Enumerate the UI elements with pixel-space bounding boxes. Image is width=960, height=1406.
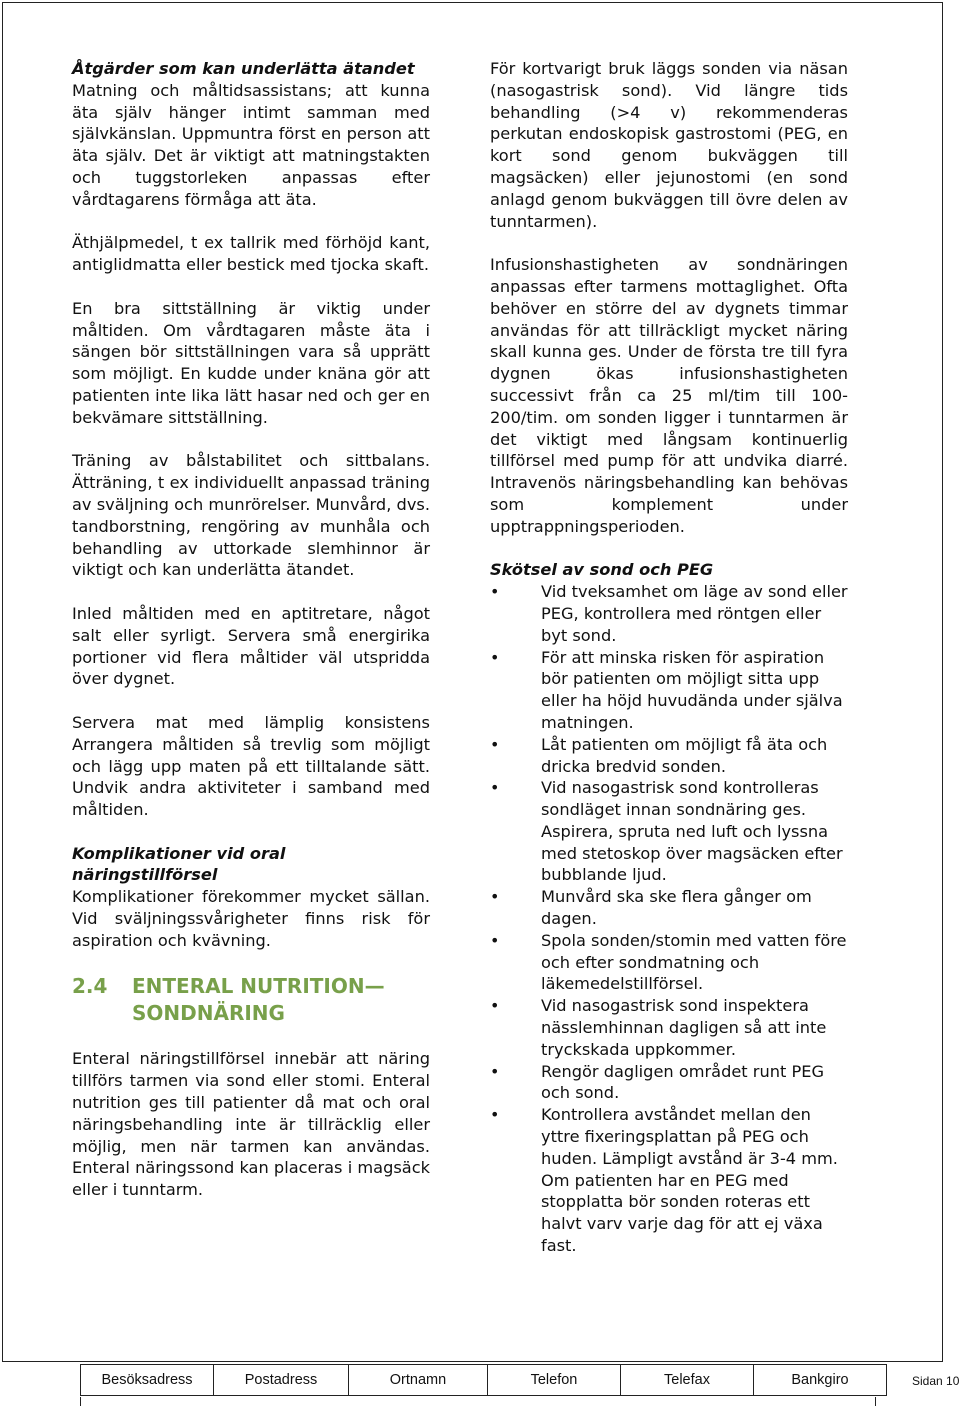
paragraph-maltid: Inled måltiden med en aptitretare, något salt eller syrligt. Servera små energirika portioner vid flera måltider väl utspridda över dygnet. xyxy=(72,603,430,689)
paragraph-traning: Träning av bålstabilitet och sittbalans. Ätträning, t ex individuellt anpassad träning av sväljning och munrörelser. Munvård, dvs. tandborstning, rengöring av munhåla och behandling av uttorkade slemhinnor är viktigt och kan underlätta ätandet. xyxy=(72,451,430,580)
heading-skotsel: Skötsel av sond och PEG xyxy=(490,560,714,580)
footer-cell-postadress: Postadress xyxy=(214,1365,349,1396)
section-title: ENTERAL NUTRITION— SONDNÄRING xyxy=(132,974,385,1026)
right-column xyxy=(490,58,848,1257)
footer-cell-besoksadress: Besöksadress xyxy=(81,1365,214,1396)
section-number: 2.4 xyxy=(72,974,108,999)
footer-cell-ortnamn: Ortnamn xyxy=(349,1365,488,1396)
paragraph-enteral: Enteral näringstillförsel innebär att näring tillförs tarmen via sond eller stomi. Enteral nutrition ges till patienter då mat och oral näringsbehandling inte är tillräcklig eller möjlig, men när tarmen kan användas. Enteral näringssond kan placeras i magsäck eller i tunntarm. xyxy=(72,1049,430,1200)
footer-cell-bankgiro: Bankgiro xyxy=(754,1365,887,1396)
list-item: • Låt patienten om möjligt få äta och dricka bredvid sonden. xyxy=(490,734,848,778)
footer-table xyxy=(80,1364,887,1396)
page-number: Sidan 10 xyxy=(912,1374,960,1388)
left-column xyxy=(72,58,430,1223)
list-item: • Rengör dagligen området runt PEG och sond. xyxy=(490,1061,848,1105)
footer-header-row xyxy=(81,1365,887,1396)
section-heading xyxy=(72,973,430,1027)
paragraph-komplikationer: Komplikationer förekommer mycket sällan. Vid sväljningssvårigheter finns risk för aspiration och kvävning. xyxy=(72,887,430,950)
list-item: • Vid nasogastrisk sond inspektera nässlemhinnan dagligen så att inte tryckskada uppkommer. xyxy=(490,995,848,1060)
paragraph-athjalpmedel: Äthjälpmedel, t ex tallrik med förhöjd kant, antiglidmatta eller bestick med tjocka skaft. xyxy=(72,233,430,275)
heading-komplikationer: Komplikationer vid oral näringstillförsel xyxy=(72,843,286,885)
paragraph-sond: För kortvarigt bruk läggs sonden via näsan (nasogastrisk sond). Vid längre tids behandling (>4 v) rekommenderas perkutan endoskopisk gastrostomi (PEG, en kort sond genom bukväggen till magsäcken) eller jejunostomi (en sond anlagd genom bukväggen till övre delen av tunntarmen). xyxy=(490,59,848,231)
list-item: • Munvård ska ske flera gånger om dagen. xyxy=(490,886,848,930)
footer-value-row xyxy=(80,1397,876,1406)
footer-cell-telefax: Telefax xyxy=(621,1365,754,1396)
paragraph-infusion: Infusionshastigheten av sondnäringen anpassas efter tarmens mottaglighet. Ofta behöver en större del av dygnets timmar användas för att tillräckligt mycket näring skall kunna ges. Under de första tre till fyra dygnen ökas infusionshastigheten successivt från ca 25 ml/tim till 100-200/tim. om sonden ligger i tunntarmen är det viktigt med långsam kontinuerlig tillförsel med pump för att undvika diarré. Intravenös näringsbehandling kan behövas som komplement under upptrappningsperioden. xyxy=(490,255,848,536)
heading-atgarder: Åtgärder som kan underlätta ätandet xyxy=(72,59,415,78)
paragraph-matning: Matning och måltidsassistans; att kunna äta själv hänger intimt samman med självkänslan. Uppmuntra först en person att äta själv. Det är viktigt att matningstakten och tuggstorleken anpassas efter vårdtagarens förmåga att äta. xyxy=(72,80,430,209)
paragraph-konsistens: Servera mat med lämplig konsistens Arrangera måltiden så trevlig som möjligt och lägg upp maten på ett tilltalande sätt. Undvik andra aktiviteter i samband med måltiden. xyxy=(72,712,430,820)
list-item: • Kontrollera avståndet mellan den yttre fixeringsplattan på PEG och huden. Lämpligt avstånd är 3-4 mm. Om patienten har en PEG med stopplatta bör sonden roteras ett halvt varv varje dag för att ej växa fast. xyxy=(490,1104,848,1257)
list-item: • Vid tveksamhet om läge av sond eller PEG, kontrollera med röntgen eller byt sond. xyxy=(490,581,848,646)
list-item: • För att minska risken för aspiration bör patienten om möjligt sitta upp eller ha höjd huvudända under själva matningen. xyxy=(490,647,848,734)
paragraph-sittstallning: En bra sittställning är viktig under måltiden. Om vårdtagaren måste äta i sängen bör sittställningen vara så upprätt som möjligt. En kudde under knäna gör att patienten inte lika lätt hasar ned och ger en bekvämare sittställning. xyxy=(72,298,430,427)
care-list xyxy=(490,581,848,1257)
list-item: • Vid nasogastrisk sond kontrolleras sondläget innan sondnäring ges. Aspirera, spruta ned luft och lyssna med stetoskop över magsäcken efter bubblande ljud. xyxy=(490,777,848,886)
footer-cell-telefon: Telefon xyxy=(488,1365,621,1396)
list-item: • Spola sonden/stomin med vatten före och efter sondmatning och läkemedelstillförsel. xyxy=(490,930,848,995)
